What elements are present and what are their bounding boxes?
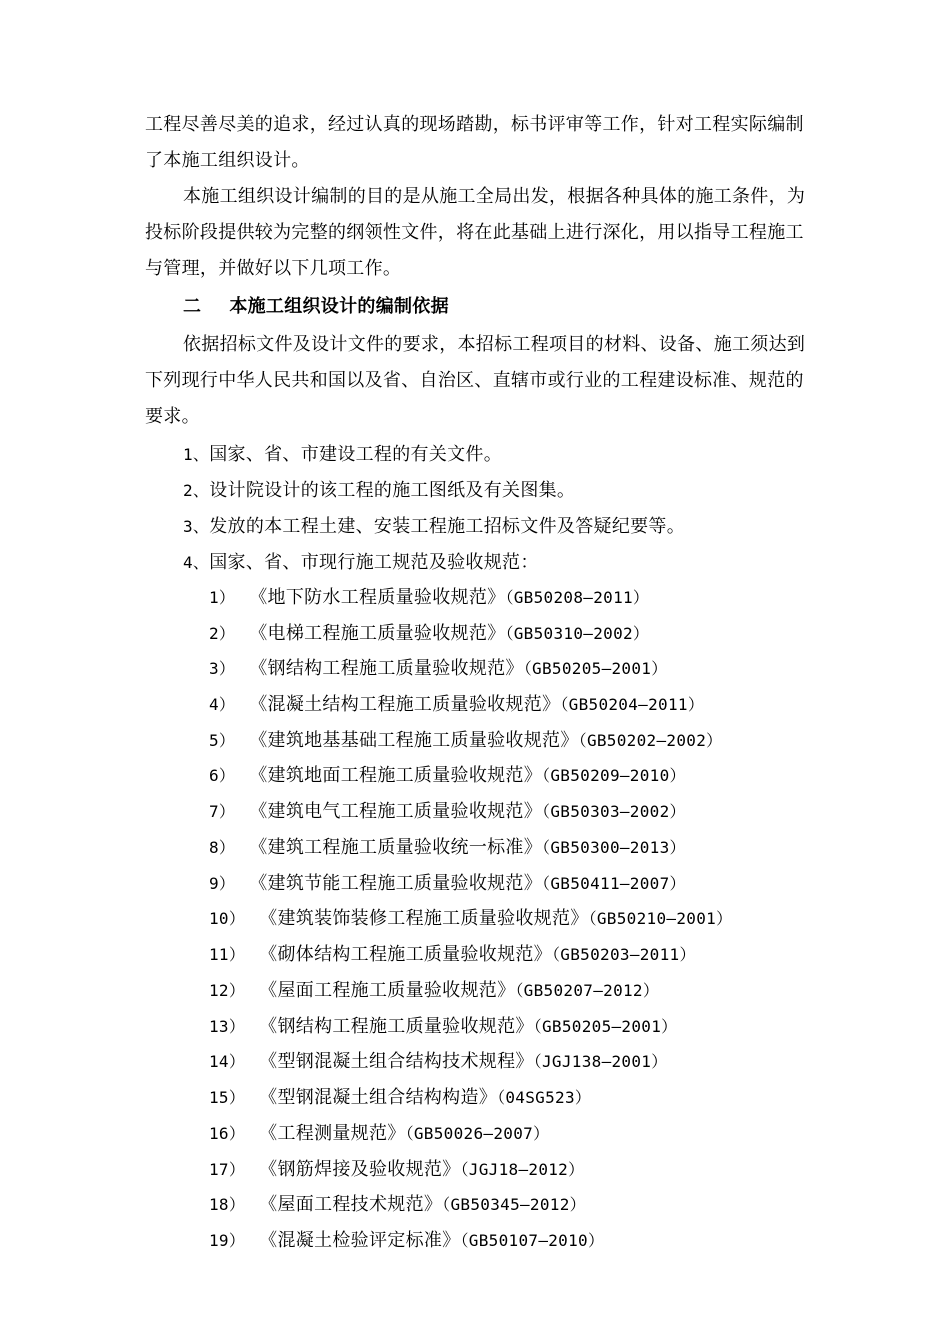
standard-name: 《混凝土检验评定标准》	[259, 1230, 461, 1251]
standard-item	[209, 1159, 584, 1181]
intro-line-2: 了本施工组织设计。	[145, 150, 310, 171]
standard-item	[209, 765, 686, 787]
standard-code: （GB50210—2001）	[588, 909, 733, 928]
intro-line-1: 工程尽善尽美的追求，经过认真的现场踏勘，标书评审等工作，针对工程实际编制	[145, 114, 804, 135]
standard-item	[209, 980, 659, 1002]
standard-code: （GB50345—2012）	[442, 1195, 586, 1214]
intro-line-4: 投标阶段提供较为完整的纲领性文件，将在此基础上进行深化，用以指导工程施工	[145, 222, 804, 243]
standard-number: 12）	[209, 981, 246, 1000]
standard-name: 《工程测量规范》	[259, 1123, 406, 1144]
item-text: 国家、省、市现行施工规范及验收规范：	[209, 552, 539, 573]
list-item	[183, 552, 539, 574]
standard-code: （GB50411—2007）	[542, 874, 686, 893]
standard-code: （GB50207—2012）	[515, 981, 660, 1000]
standard-number: 11）	[209, 945, 246, 964]
item-number: 1、	[183, 445, 210, 464]
item-number: 3、	[183, 517, 210, 536]
standard-item	[209, 1194, 586, 1216]
standard-name: 《屋面工程施工质量验收规范》	[259, 980, 516, 1001]
item-number: 4、	[183, 553, 210, 572]
intro-line-3: 本施工组织设计编制的目的是从施工全局出发，根据各种具体的施工条件，为	[183, 186, 806, 207]
section-number: 二	[183, 296, 202, 317]
standard-item	[209, 1123, 549, 1145]
standard-name: 《地下防水工程质量验收规范》	[249, 587, 506, 608]
standard-name: 《钢结构工程施工质量验收规范》	[259, 1016, 534, 1037]
standard-name: 《建筑地面工程施工质量验收规范》	[249, 765, 543, 786]
standard-code: （GB50300—2013）	[542, 838, 686, 857]
standard-code: （GB50205—2001）	[533, 1017, 678, 1036]
standard-number: 2）	[209, 624, 236, 643]
standard-number: 8）	[209, 838, 236, 857]
standard-number: 4）	[209, 695, 236, 714]
standard-number: 3）	[209, 659, 236, 678]
standard-item	[209, 1051, 668, 1073]
standard-name: 《建筑地基基础工程施工质量验收规范》	[249, 730, 579, 751]
standard-code: （GB50203—2011）	[551, 945, 696, 964]
standard-number: 10）	[209, 909, 246, 928]
item-number: 2、	[183, 481, 210, 500]
standard-code: （GB50205—2001）	[523, 659, 668, 678]
standard-code: （GB50202—2002）	[578, 731, 723, 750]
standard-number: 13）	[209, 1017, 246, 1036]
item-text: 发放的本工程土建、安装工程施工招标文件及答疑纪要等。	[209, 516, 686, 537]
standard-code: （GB50310—2002）	[505, 624, 650, 643]
standard-item	[209, 944, 696, 966]
standard-code: （GB50209—2010）	[542, 766, 686, 785]
standard-item	[209, 837, 686, 859]
item-text: 国家、省、市建设工程的有关文件。	[209, 444, 503, 465]
standard-name: 《建筑工程施工质量验收统一标准》	[249, 837, 543, 858]
standard-name: 《建筑电气工程施工质量验收规范》	[249, 801, 543, 822]
list-item	[183, 480, 575, 502]
standard-name: 《混凝土结构工程施工质量验收规范》	[249, 694, 561, 715]
list-item	[183, 516, 685, 538]
standard-item	[209, 623, 649, 645]
section-heading	[183, 296, 449, 318]
basis-line-2: 下列现行中华人民共和国以及省、自治区、直辖市或行业的工程建设标准、规范的	[145, 370, 804, 391]
standard-name: 《型钢混凝土组合结构技术规程》	[259, 1051, 534, 1072]
standard-code: （GB50107—2010）	[460, 1231, 605, 1250]
standard-number: 16）	[209, 1124, 246, 1143]
standard-item	[209, 873, 686, 895]
standard-code: （JGJ18—2012）	[460, 1160, 585, 1179]
standard-name: 《屋面工程技术规范》	[259, 1194, 443, 1215]
standard-item	[209, 587, 649, 609]
standard-code: （04SG523）	[497, 1088, 592, 1107]
basis-line-3: 要求。	[145, 406, 200, 427]
standard-number: 1）	[209, 588, 236, 607]
standard-name: 《钢筋焊接及验收规范》	[259, 1159, 461, 1180]
basis-line-1: 依据招标文件及设计文件的要求，本招标工程项目的材料、设备、施工须达到	[183, 334, 806, 355]
standard-item	[209, 1230, 604, 1252]
standard-code: （GB50026—2007）	[405, 1124, 550, 1143]
standard-number: 17）	[209, 1160, 246, 1179]
standard-item	[209, 908, 732, 930]
standard-code: （GB50204—2011）	[560, 695, 705, 714]
standard-name: 《钢结构工程施工质量验收规范》	[249, 658, 524, 679]
standard-number: 14）	[209, 1052, 246, 1071]
standard-item	[209, 658, 668, 680]
standard-name: 《建筑节能工程施工质量验收规范》	[249, 873, 543, 894]
standard-item	[209, 801, 686, 823]
standard-number: 18）	[209, 1195, 246, 1214]
standard-number: 7）	[209, 802, 236, 821]
intro-line-5: 与管理，并做好以下几项工作。	[145, 258, 402, 279]
standard-name: 《建筑装饰装修工程施工质量验收规范》	[259, 908, 589, 929]
list-item	[183, 444, 502, 466]
item-text: 设计院设计的该工程的施工图纸及有关图集。	[209, 480, 576, 501]
section-title: 本施工组织设计的编制依据	[229, 296, 449, 317]
standard-number: 5）	[209, 731, 236, 750]
standard-code: （GB50303—2002）	[542, 802, 686, 821]
standard-number: 15）	[209, 1088, 246, 1107]
standard-name: 《型钢混凝土组合结构构造》	[259, 1087, 498, 1108]
standard-number: 9）	[209, 874, 236, 893]
standard-item	[209, 730, 722, 752]
standard-name: 《砌体结构工程施工质量验收规范》	[259, 944, 552, 965]
standard-item	[209, 1016, 677, 1038]
standard-item	[209, 694, 704, 716]
standard-code: （JGJ138—2001）	[533, 1052, 668, 1071]
standard-code: （GB50208—2011）	[505, 588, 650, 607]
standard-number: 6）	[209, 766, 236, 785]
standard-item	[209, 1087, 591, 1109]
standard-number: 19）	[209, 1231, 246, 1250]
standard-name: 《电梯工程施工质量验收规范》	[249, 623, 506, 644]
